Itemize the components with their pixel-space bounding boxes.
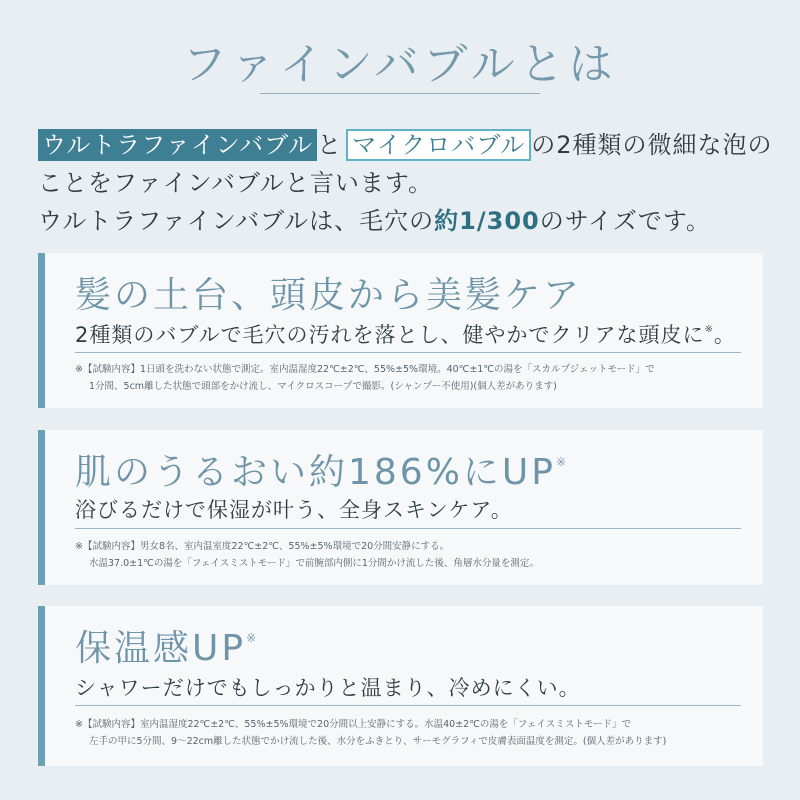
card-divider [75, 352, 741, 353]
title-divider [260, 93, 540, 94]
size-ratio-highlight: 約1/300 [434, 207, 540, 235]
card-note-line-1: ※【試験内容】男女8名、室内温室度22℃±2℃、55%±5%環境で20分間安静にする。 [75, 541, 450, 552]
card-heading-mark: ※ [246, 631, 257, 645]
page-title: ファインバブルとは [182, 39, 618, 90]
intro-line-3-head: ウルトラファインバブルは、毛穴の [38, 207, 435, 235]
card-subtitle-mark: ※ [704, 324, 714, 335]
feature-card-scalp [38, 253, 763, 408]
card-test-note [75, 538, 745, 572]
card-subtitle-text: 2種類のバブルで毛穴の汚れを落とし、健やかでクリアな頭皮に [75, 323, 705, 347]
card-divider [75, 528, 741, 529]
card-subtitle-text: 浴びるだけで保湿が叶う、全身スキンケア。 [75, 498, 513, 522]
intro-line-3-tail: のサイズです。 [539, 207, 711, 235]
card-note-line-1: ※【試験内容】1日頭を洗わない状態で測定。室内温湿度22℃±2℃、55%±5%環境。40℃±1℃の湯を「スカルプジェットモード」で [75, 364, 655, 375]
card-subtitle [75, 672, 581, 702]
intro-text [38, 126, 778, 240]
card-test-note [75, 716, 745, 750]
intro-line-1 [38, 126, 778, 164]
card-heading [75, 444, 566, 495]
card-heading-text: 保温感UP [75, 628, 247, 669]
feature-card-warmth [38, 606, 763, 766]
card-note-line-2: 1分間、5cm離した状態で頭部をかけ流し、マイクロスコープで撮影。(シャンプー不使用)(個人差があります) [89, 381, 557, 392]
card-note-line-2: 水温37.0±1℃の湯を「フェイスミストモード」で前腕部内側に1分間かけ流した後、角層水分量を測定。 [89, 558, 539, 569]
intro-line-3 [38, 202, 778, 240]
card-note-line-1: ※【試験内容】室内温湿度22℃±2℃、55%±5%環境で20分間以上安静にする。水温40±2℃の湯を「フェイスミストモード」で [75, 719, 631, 730]
card-subtitle-text: シャワーだけでもしっかりと温まり、冷めにくい。 [75, 676, 581, 700]
card-heading-text: 髪の土台、頭皮から美髪ケア [75, 275, 583, 316]
feature-card-moisture [38, 430, 763, 585]
card-heading-text: 肌のうるおい約186%にUP [75, 452, 556, 493]
card-note-line-2: 左手の甲に5分間、9～22cm離した状態でかけ流した後、水分をふきとり、サーモグラフィで皮膚表面温度を測定。(個人差があります) [89, 736, 667, 747]
card-subtitle-end: 。 [713, 323, 736, 347]
card-divider [75, 705, 741, 706]
card-subtitle [75, 494, 513, 524]
card-heading [75, 267, 582, 318]
micro-bubble-tag: マイクロバブル [346, 129, 531, 161]
ultrafine-bubble-tag: ウルトラファインバブル [38, 129, 317, 161]
intro-line-1-tail: の2種類の微細な泡の [531, 131, 773, 159]
intro-line-2: ことをファインバブルと言います。 [38, 169, 433, 197]
intro-connector: と [317, 131, 343, 159]
card-subtitle [75, 319, 736, 349]
card-heading-mark: ※ [555, 455, 567, 469]
card-test-note [75, 361, 745, 395]
card-heading [75, 620, 256, 671]
